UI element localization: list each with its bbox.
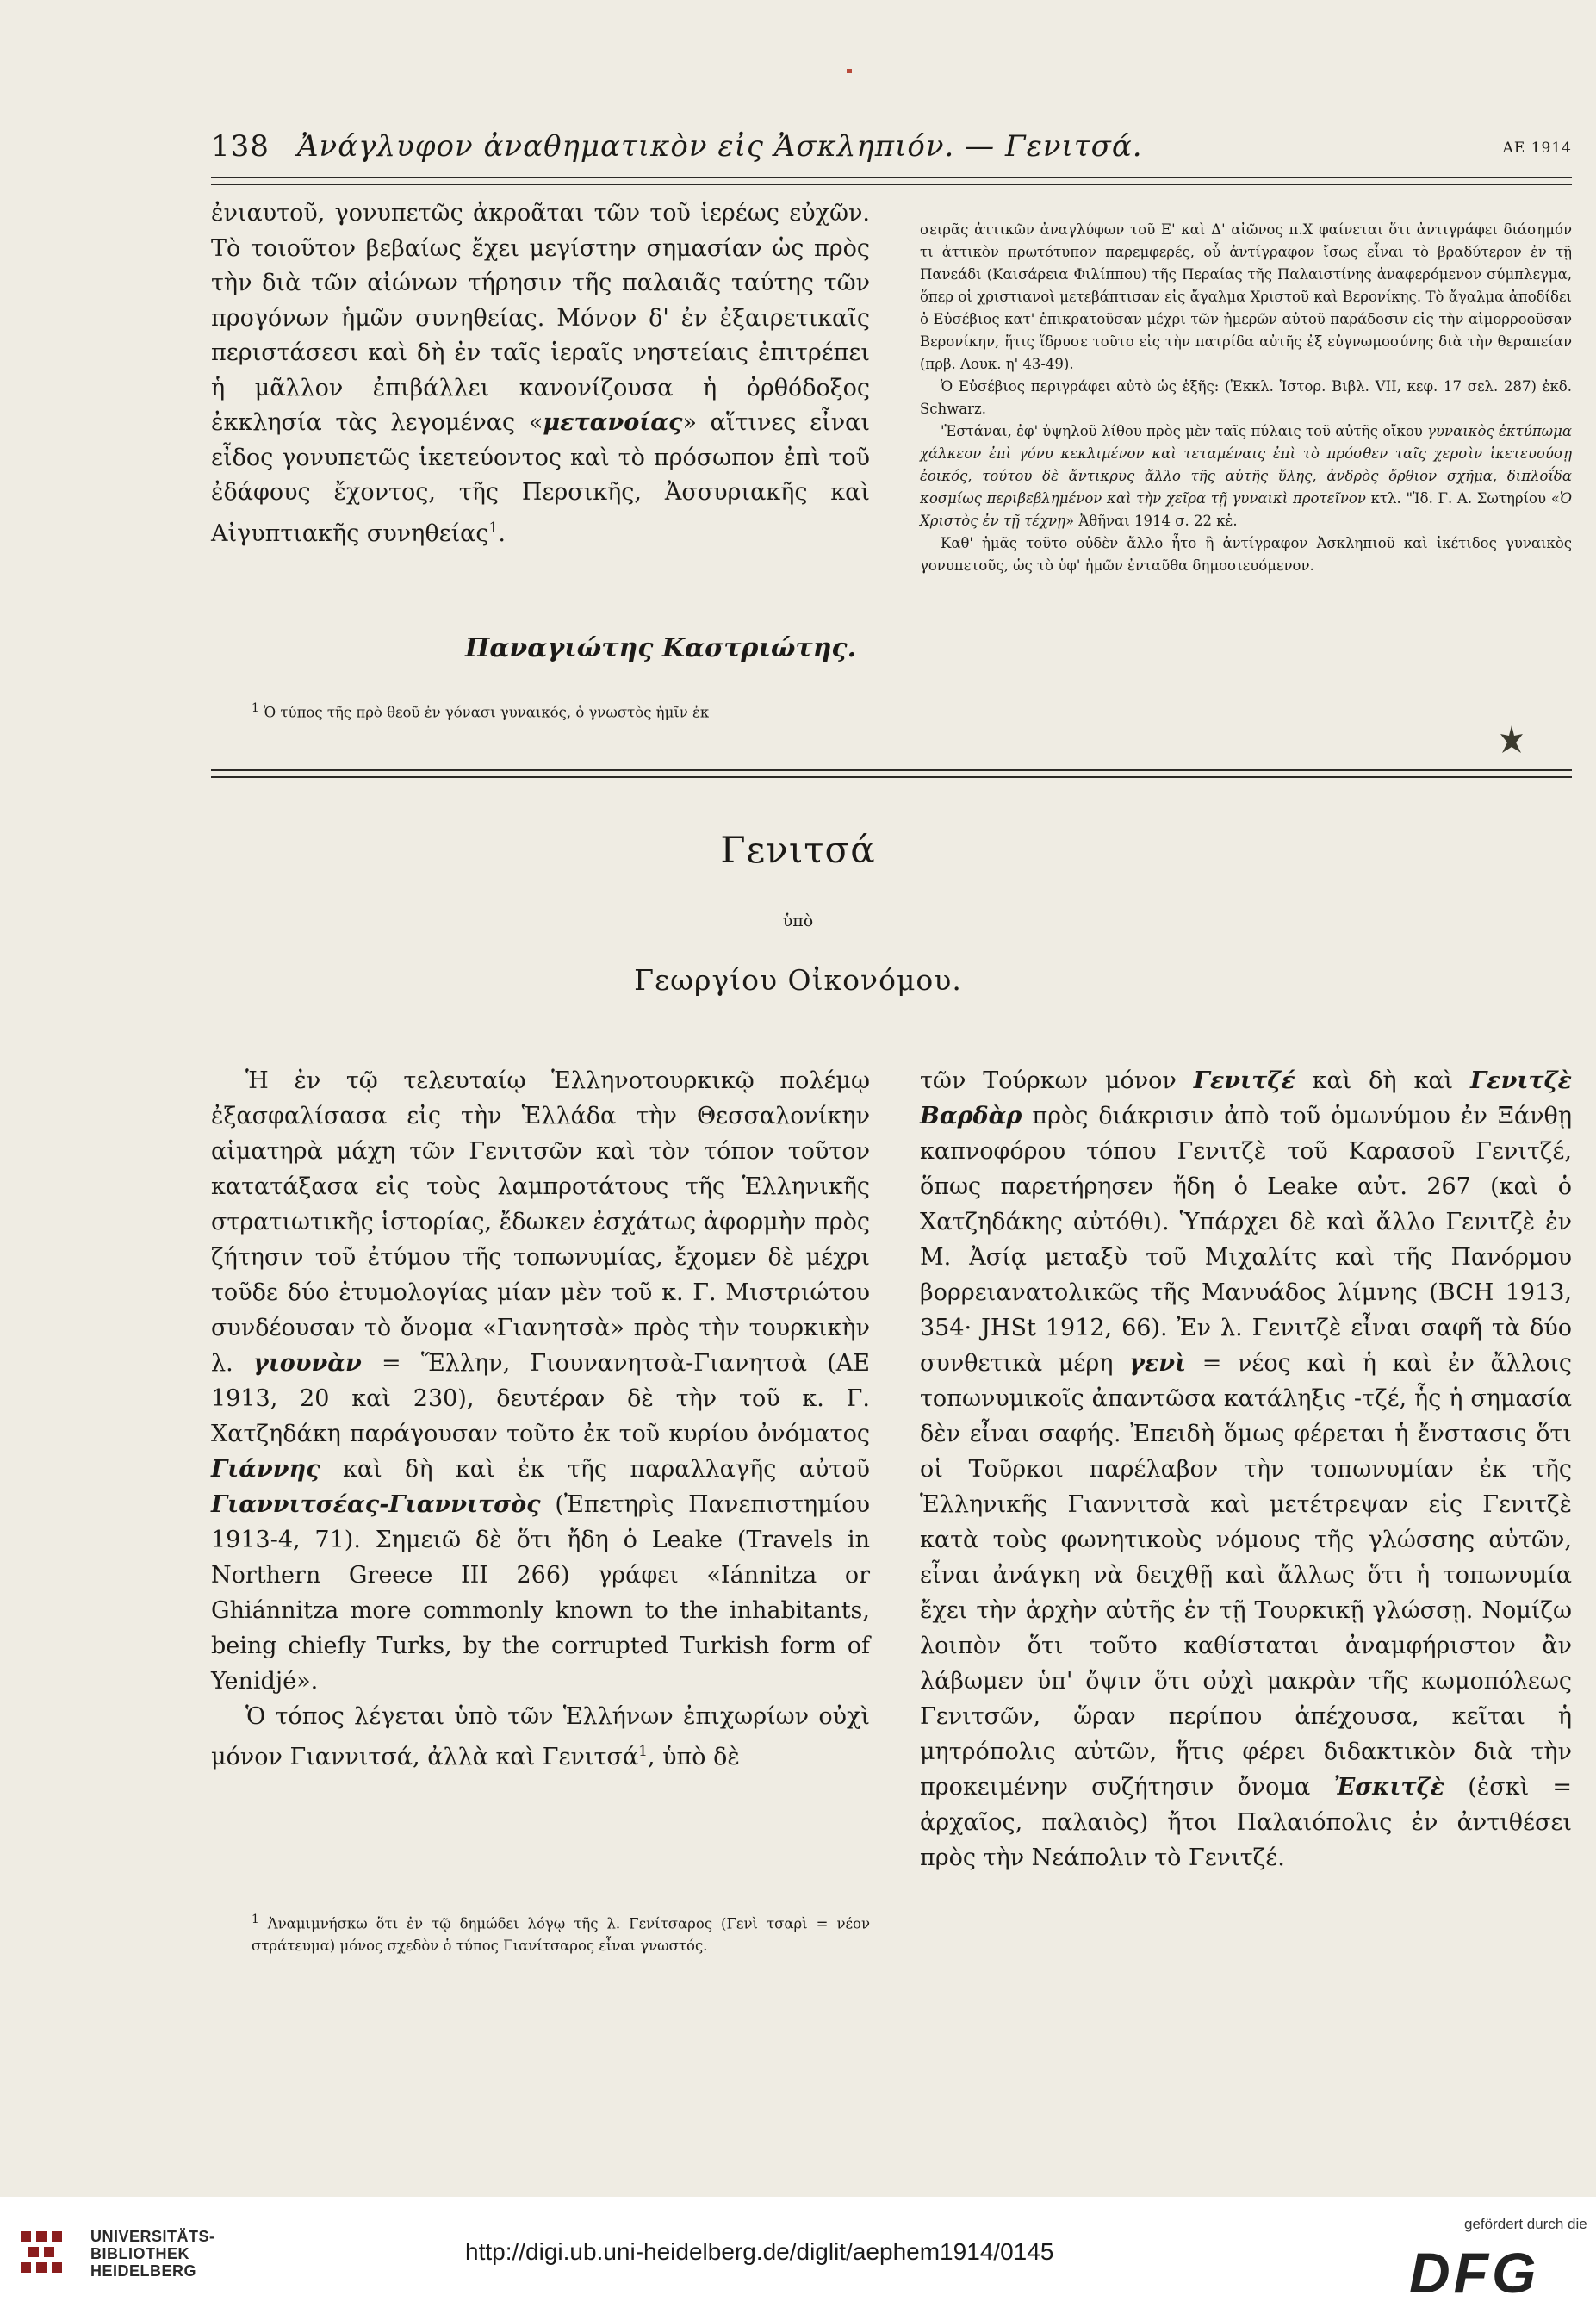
page-number: 138	[211, 129, 270, 164]
university-library-name: UNIVERSITÄTS- BIBLIOTHEK HEIDELBERG	[90, 2228, 215, 2280]
permalink-url[interactable]: http://digi.ub.uni-heidelberg.de/diglit/aephem1914/0145	[465, 2238, 1054, 2265]
conclusion-paragraph: Καθ' ἡμᾶς τοῦτο οὐδὲν ἄλλο ἦτο ἢ ἀντίγραφον Ἀσκληπιοῦ καὶ ἱκέτιδος γυναικὸς γονυπετοῦς, ὡς τὸ ὑφ' ἡμῶν ἐνταῦθα δημοσιευόμενον.	[920, 535, 1572, 574]
article-author: Γεωργίου Οἰκονόμου.	[634, 963, 962, 997]
running-head	[211, 129, 1572, 172]
prev-article-right-column	[920, 219, 1572, 577]
header-rule	[211, 177, 1572, 185]
article-paragraph-1: Ἡ ἐν τῷ τελευταίῳ Ἑλληνοτουρκικῷ πολέμῳ ἐξασφαλίσασα εἰς τὴν Ἑλλάδα τὴν Θεσσαλονίκην αἱματηρὰ μάχη τῶν Γενιτσῶν καὶ τὸν τόπον τοῦτον κατατάξασα εἰς τοὺς λαμπροτάτους τῆς Ἑλληνικῆς στρατιωτικῆς ἱστορίας, ἔδωκεν ἐσχάτως ἀφορμὴν πρὸς ζήτησιν τοῦ ἐτύμου τῆς τοπωνυμίας, ἔχομεν δὲ μέχρι τοῦδε δύο ἐτυμολογίας μίαν μὲν τοῦ κ. Γ. Μιστριώτου συνδέουσαν τὸ ὄνομα «Γιανητσὰ» πρὸς τὴν τουρκικὴν λ. γιουνὰν = Ἕλλην, Γιουνανητσὰ-Γιανητσὰ (ΑΕ 1913, 20 καὶ 230), δευτέραν δὲ τὴν τοῦ κ. Γ. Χατζηδάκη παράγουσαν τοῦτο ἐκ τοῦ κυρίου ὀνόματος Γιάννης καὶ δὴ καὶ ἐκ τῆς παραλλαγῆς αὐτοῦ Γιαννιτσέας-Γιαννιτσὸς (Ἐπετηρὶς Πανεπιστημίου 1913-4, 71). Σημειῶ δὲ ὅτι ἤδη ὁ Leake (Travels in Northern Greece III 266) γράφει «Iánnitza or Ghiánnitza more commonly known to the inhabitants, being chiefly Turks, by the corrupted Turkish form of Yenidjé».	[211, 1067, 870, 1695]
article-byline: ὑπὸ	[782, 911, 814, 930]
running-title: Ἀνάγλυφον ἀναθηματικὸν εἰς Ἀσκληπιόν. — Γενιτσά.	[297, 129, 1143, 164]
article-paragraph-3: τῶν Τούρκων μόνον Γενιτζέ καὶ δὴ καὶ Γενιτζὲ Βαρδὰρ πρὸς διάκρισιν ἀπὸ τοῦ ὁμωνύμου ἐν Ξάνθῃ καπνοφόρου τόπου Γενιτζὲ τοῦ Καρασοῦ Γενιτζέ, ὅπως παρετήρησεν ἤδη ὁ Leake αὐτ. 267 (καὶ ὁ Χατζηδάκης αὐτόθι). Ὑπάρχει δὲ καὶ ἄλλο Γενιτζὲ ἐν Μ. Ἀσίᾳ μεταξὺ τοῦ Μιχαλίτς καὶ τῆς Πανόρμου βορρειανατολικῶς τῆς Μανυάδος λίμνης (BCH 1913, 354· JHSt 1912, 66). Ἐν λ. Γενιτζὲ εἶναι σαφῆ τὰ δύο συνθετικὰ μέρη γενὶ = νέος καὶ ἡ καὶ ἐν ἄλλοις τοπωνυμικοῖς ἀπαντῶσα κατάληξις -τζέ, ἧς ἡ σημασία δὲν εἶναι σαφής. Ἐπειδὴ ὅμως φέρεται ἡ ἔνστασις ὅτι οἱ Τοῦρκοι παρέλαβον τὴν τοπωνυμίαν ἐκ τῆς Ἑλληνικῆς Γιαννιτσὰ καὶ μετέτρεψαν εἰς Γενιτζὲ κατὰ τοὺς φωνητικοὺς νόμους τῆς γλώσσης αὐτῶν, εἶναι ἀνάγκη νὰ δειχθῇ καὶ ἄλλως ὅτι ἡ τοπωνυμία ἔχει τὴν ἀρχὴν αὐτῆς ἐν τῇ Τουρκικῇ γλώσσῃ. Νομίζω λοιπὸν ὅτι τοῦτο καθίσταται ἀναμφήριστον ἂν λάβωμεν ὑπ' ὄψιν ὅτι οὐχὶ μακρὰν τῆς κωμοπόλεως Γενιτσῶν, ὥραν περίπου ἀπέχουσα, κεῖται ἡ μητρόπολις αὐτῶν, ἥτις φέρει διδακτικὸν διὰ τὴν προκειμένην συζήτησιν ὄνομα Ἐσκιτζὲ (ἐσκὶ = ἀρχαῖος, παλαιὸς) ἤτοι Παλαιόπολις ἐν ἀντιθέσει πρὸς τὴν Νεάπολιν τὸ Γενιτζέ.	[920, 1067, 1573, 1871]
article-right-column	[920, 1063, 1572, 1876]
ornament-icon	[1497, 724, 1526, 758]
article-title: Γενιτσά	[720, 829, 876, 871]
funding-label: gefördert durch die	[1464, 2216, 1587, 2232]
article-footnote: $^1$ Ἀναμιμνήσκω ὅτι ἐν τῷ δημώδει λόγῳ τῆς λ. Γενίτσαρος (Γενὶ τσαρὶ = νέον στράτευμα) μόνος σχεδὸν ὁ τύπος Γιανίτσαρος εἶναι γνωστός.	[252, 1913, 870, 1954]
footnote-continuation: σειρᾶς ἀττικῶν ἀναγλύφων τοῦ Ε' καὶ Δ' αἰῶνος π.Χ φαίνεται ὅτι ἀντιγράφει διάσημόν τι ἀττικὸν πρωτότυπον παρεμφερές, οὗ ἀντίγραφον ἴσως εἶναι τὸ βραδύτερον ἐν τῇ Πανεάδι (Καισάρεια Φιλίππου) τῆς Περαίας τῆς Παλαιστίνης ἀναφερόμενον σύμπλεγμα, ὅπερ οἱ χριστιανοὶ μετεβάπτισαν εἰς ἄγαλμα Χριστοῦ καὶ Βερονίκης. Τὸ ἄγαλμα ἀποδίδει ὁ Εὐσέβιος κατ' ἐπικρατοῦσαν μέχρι τῶν ἡμερῶν αὐτοῦ παράδοσιν εἰς τὴν αἱμορροοῦσαν Βερονίκην, ἥτις ἵδρυσε τοῦτο εἰς τὴν πατρίδα αὐτῆς ἐξ εὐγνωμοσύνης διὰ τὴν θεραπείαν (πρβ. Λουκ. η' 43-49).	[920, 221, 1572, 372]
prev-article-paragraph: ἐνιαυτοῦ, γονυπετῶς ἀκροᾶται τῶν τοῦ ἱερέως εὐχῶν. Τὸ τοιοῦτον βεβαίως ἔχει μεγίστην σημασίαν ὡς πρὸς τὴν διὰ τῶν αἰώνων τήρησιν τῆς παλαιᾶς ταύτης τῶν προγόνων ἡμῶν συνηθείας. Μόνον δ' ἐν ἐξαιρετικαῖς περιστάσεσι καὶ δὴ ἐν ταῖς ἱεραῖς νηστείαις ἐπιτρέπει ἡ μᾶλλον ἐπιβάλλει κανονίζουσα ἡ ὀρθόδοξος ἐκκλησία τὰς λεγομένας «μετανοίας» αἵτινες εἶναι εἶδος γονυπετῶς ἱκετεύοντος καὶ τὸ πρόσωπον ἐπὶ τοῦ ἐδάφους ἔχοντος, τῆς Περσικῆς, Ἀσσυριακῆς καὶ Αἰγυπτιακῆς συνηθείας$^1$.	[211, 200, 870, 547]
section-divider	[211, 769, 1572, 778]
university-library-logo-icon	[16, 2223, 76, 2283]
prev-article-footnote: $^1$ Ὁ τύπος τῆς πρὸ θεοῦ ἐν γόνασι γυναικός, ὁ γνωστὸς ἡμῖν ἐκ	[252, 701, 710, 721]
article-left-column	[211, 1063, 870, 1775]
article-paragraph-2: Ὁ τόπος λέγεται ὑπὸ τῶν Ἑλλήνων ἐπιχωρίων οὐχὶ μόνον Γιαννιτσά, ἀλλὰ καὶ Γενιτσά$^1$, ὑπὸ δὲ	[211, 1703, 870, 1770]
prev-article-left-column	[211, 196, 870, 551]
journal-reference: ΑΕ 1914	[1502, 140, 1572, 157]
red-ink-mark	[847, 69, 852, 73]
dfg-logo: DFG	[1409, 2241, 1540, 2305]
signature: Παναγιώτης Καστριώτης.	[465, 633, 857, 663]
eusebius-quote: 'Ἑστάναι, ἐφ' ὑψηλοῦ λίθου πρὸς μὲν ταῖς πύλαις τοῦ αὐτῆς οἴκου γυναικὸς ἐκτύπωμα χάλκεον ἐπὶ γόνυ κεκλιμένον καὶ τεταμέναις ἐπὶ τὸ πρόσθεν ταῖς χερσὶν ἱκετευούσῃ ἐοικός, τούτου δὲ ἄντικρυς ἄλλο τῆς αὐτῆς ὕλης, ἀνδρὸς ὄρθιον σχῆμα, διπλοΐδα κοσμίως περιβεβλημένον καὶ τὴν χεῖρα τῇ γυναικὶ προτεῖνον κτλ. "Ἰδ. Γ. Α. Σωτηρίου «Ὁ Χριστὸς ἐν τῇ τέχνῃ» Ἀθῆναι 1914 σ. 22 κἑ.	[920, 423, 1572, 529]
eusebius-paragraph: Ὁ Εὐσέβιος περιγράφει αὐτὸ ὡς ἑξῆς: (Ἐκκλ. Ἱστορ. Βιβλ. VII, κεφ. 17 σελ. 287) ἐκδ. Schwarz.	[920, 378, 1572, 417]
